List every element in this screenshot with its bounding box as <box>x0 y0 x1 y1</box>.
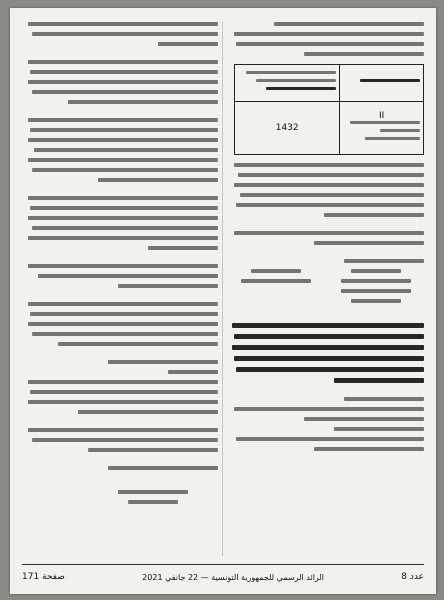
table-header-amount <box>235 65 340 102</box>
journal-title: الرائد الرسمي للجمهورية التونسية — 22 جانفي 2021 <box>142 572 324 582</box>
right-column <box>228 22 424 556</box>
document-page <box>10 8 436 594</box>
footer-rule <box>22 564 424 565</box>
table-header-grade <box>340 65 424 102</box>
page-number: صفحة 171 <box>22 572 65 582</box>
signature-block-right <box>232 269 420 309</box>
issue-number: عدد 8 <box>401 572 424 582</box>
salary-table <box>234 64 424 155</box>
amount-value: 1432 <box>275 123 299 133</box>
table-cell-amount <box>235 102 340 155</box>
column-divider <box>222 22 223 556</box>
grade-numeral: II <box>379 111 385 121</box>
page-footer <box>22 570 424 584</box>
left-column <box>22 22 218 556</box>
table-cell-grade <box>340 102 424 155</box>
